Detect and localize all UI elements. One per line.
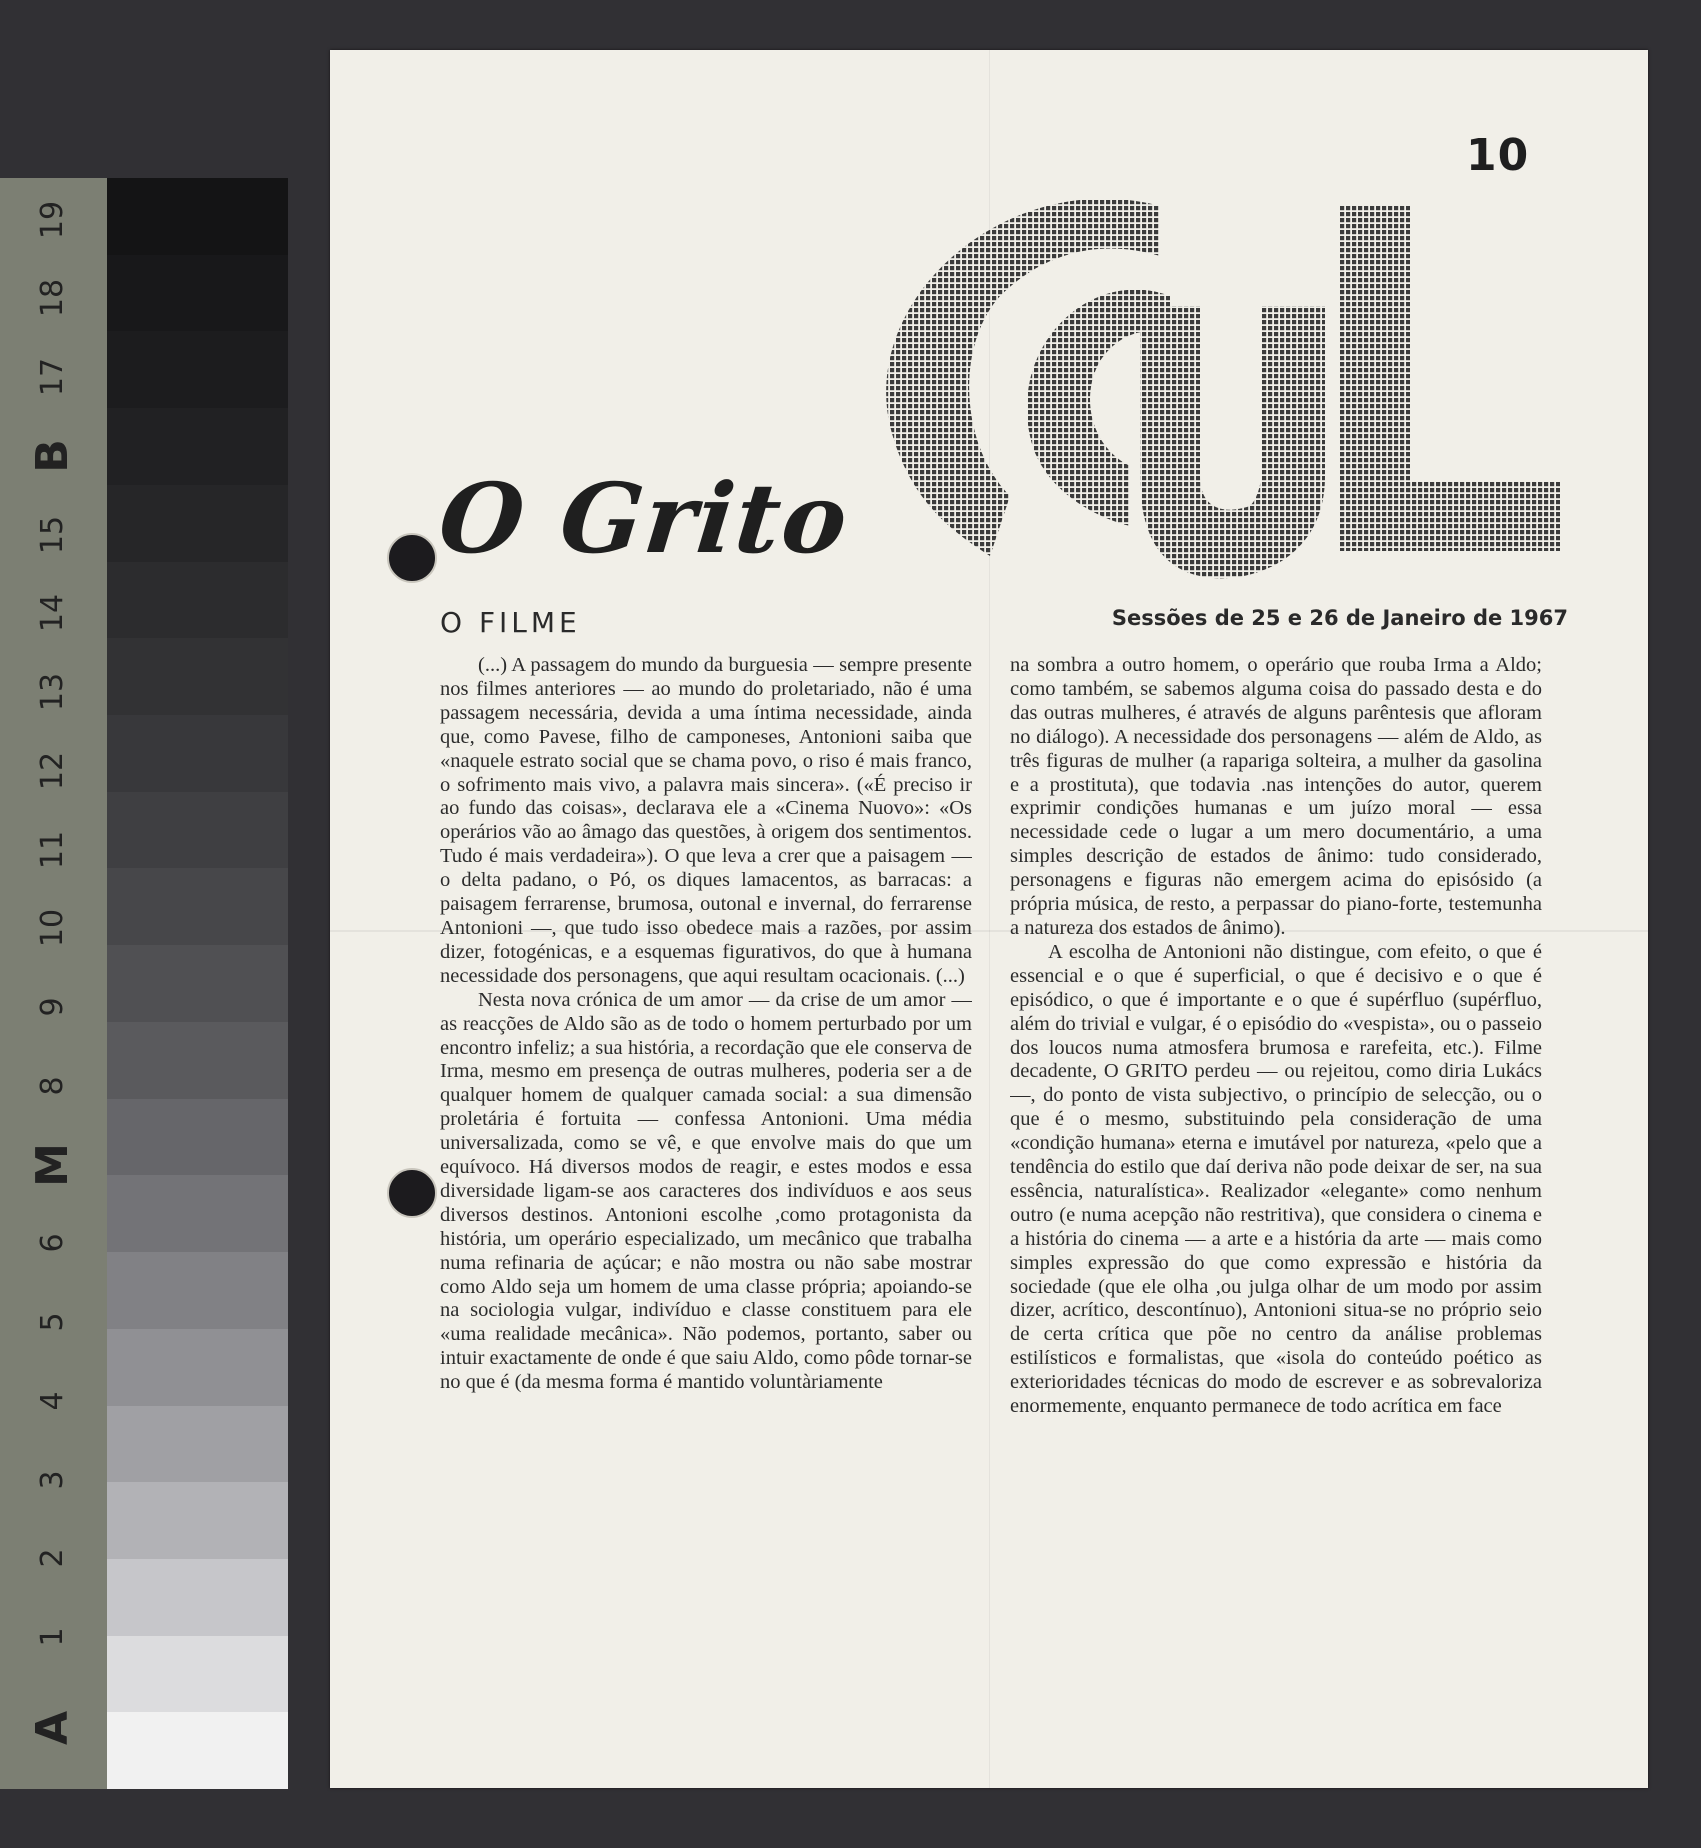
ruler-label: 4 (35, 1391, 70, 1411)
ruler-label: 10 (35, 908, 70, 948)
article-column-left (440, 654, 972, 1784)
film-title: O Grito (434, 462, 855, 575)
logo-text: CCUL (860, 146, 864, 147)
grayscale-patch (107, 1482, 288, 1559)
ruler-label: 13 (35, 672, 70, 712)
paragraph: A escolha de Antonioni não distingue, com efeito, o que é essencial e o que é superficial, o que é decisivo e o que é episódico, o que é importante e o que é supérfluo (supérfluo, além do trivial e vulgar, é o episódio do «vespista», ou o passeio dos loucos numa atmosfera brumosa e rarefeita, etc.). Filme decadente, O GRITO perdeu — ou rejeitou, como diria Lukács —, do ponto de vista subjectivo, o princípio de selecção, ou o que é o mesmo, substituindo pela consideração de uma «condição humana» eterna e imutável por natureza, «pelo que a tendência do estilo que daí deriva não pode deixar de ser, na sua essência, naturalística». Realizador «elegante» como nenhum outro (e numa acepção não restritiva), que considera o cinema e a história do cinema — a arte e a história da arte — mais como simples expressão do que como expressão e história da sociedade (que ele olha ,ou julga olhar de um modo por assim dizer, acrítico, descontínuo), Antonioni situa-se no próprio seio de certa crítica que põe no centro da análise problemas estilísticos e formalistas, que «isola do conteúdo poético as exterioridades técnicas do modo de escrever e as sobrevaloriza enormemente, enquanto permanece de todo acrítica em face (1010, 940, 1542, 1418)
ruler-label: 12 (35, 751, 70, 791)
ruler-label: 11 (35, 830, 70, 870)
grayscale-patch (107, 1099, 288, 1176)
grayscale-patch (107, 638, 288, 715)
grayscale-patch (107, 1252, 288, 1329)
ccul-logo (860, 146, 1580, 606)
ruler-label: 14 (35, 593, 70, 633)
grayscale-patch (107, 178, 288, 255)
ruler-label: 6 (35, 1233, 70, 1253)
ruler-label: 2 (35, 1548, 70, 1568)
grayscale-patch (107, 1712, 288, 1789)
ruler-label: M (27, 1143, 78, 1187)
ruler-label: B (27, 439, 78, 473)
article-column-right (1010, 654, 1542, 1784)
grayscale-patch (107, 331, 288, 408)
punch-hole (387, 533, 437, 583)
program-sheet (330, 50, 1648, 1788)
grayscale-patch (107, 485, 288, 562)
grayscale-patch (107, 255, 288, 332)
ruler-label: A (27, 1710, 78, 1746)
section-heading: O FILME (440, 606, 581, 639)
paragraph: Nesta nova crónica de um amor — da crise de um amor — as reacções de Aldo são as de todo o homem perturbado por um encontro infeliz; a sua história, a recordação que ele conserva de Irma, mesmo em presença de outras mulheres, poderia ser a de qualquer homem de qualquer camada social: a sua dimensão proletária é fortuita — confessa Antonioni. Uma média universalizada, como se vê, e que envolve mais do que um equívoco. Há diversos modos de reagir, e estes modos e essa diversidade ligam-se aos caracteres dos indivíduos e aos seus diversos destinos. Antonioni escolhe ,como protagonista da história, um operário especializado, um mecânico que trabalha numa refinaria de açúcar; e não mostra ou não sabe mostrar como Aldo seja um homem de uma classe própria; apoiando-se na sociologia vulgar, indivíduo e classe constituem para ele «uma realidade mecânica». Não podemos, portanto, saber ou intuir exactamente de onde é que saiu Aldo, como pôde tornar-se no que é (da mesma forma é mantido voluntàriamente (440, 988, 972, 1394)
ruler-label: 8 (35, 1076, 70, 1096)
ruler-label: 17 (35, 357, 70, 397)
grayscale-strip (107, 178, 288, 1789)
paragraph: (...) A passagem do mundo da burguesia — sempre presente nos filmes anteriores — ao mundo do proletariado, não é uma passagem necessária, devida a uma íntima necessidade, ainda que, como Pavese, filho de camponeses, Antonioni saiba que «naquele estrato social que se chama povo, o riso é mais franco, o sofrimento mais vivo, a palavra mais sincera». («É preciso ir ao fundo das coisas», declarava ele a «Cinema Nuovo»: «Os operários vão ao âmago das questões, à origem dos sentimentos. Tudo é mais verdadeira»). O que leva a crer que a paisagem — o delta padano, o Pó, os diques lamacentos, as barracas: a paisagem ferrarense, brumosa, outonal e invernal, do ferrarense Antonioni —, que tudo isso obedece mais a razões, por assim dizer, fotogénicas, e a esquemas figurativos, do que à humana necessidade dos personagens, que aqui resultam ocacionais. (...) (440, 654, 972, 987)
ruler-label: 18 (35, 278, 70, 318)
grayscale-patch (107, 1636, 288, 1713)
grayscale-patch (107, 1175, 288, 1252)
ruler-label: 19 (35, 200, 70, 240)
paragraph: na sombra a outro homem, o operário que rouba Irma a Aldo; como também, se sabemos alguma coisa do passado desta e do das outras mulheres, é através de alguns parêntesis que afloram no diálogo). A necessidade dos personagens — além de Aldo, as três figuras de mulher (a rapariga solteira, a mulher da gasolina e a prostituta), que todavia .nas intenções do autor, querem exprimir condições humanas e um juízo moral — essa necessidade cede o lugar a um mero documentário, a uma simples descrição de estados de ânimo: tudo considerado, personagens e figuras não emergem acima do episósido (a própria música, de resto, a perpassar do piano-forte, testemunha a natureza dos estados de ânimo). (1010, 654, 1542, 939)
calibration-ruler (0, 178, 107, 1789)
grayscale-patch (107, 562, 288, 639)
ruler-label: 1 (35, 1627, 70, 1647)
ruler-label: 9 (35, 997, 70, 1017)
grayscale-patch (107, 1559, 288, 1636)
grayscale-patch (107, 408, 288, 485)
session-dates: Sessões de 25 e 26 de Janeiro de 1967 (1111, 606, 1568, 630)
grayscale-patch (107, 1329, 288, 1406)
ruler-label: 3 (35, 1470, 70, 1490)
grayscale-patch (107, 868, 288, 945)
ruler-label: 15 (35, 515, 70, 555)
issue-number: 10 (1466, 130, 1530, 181)
grayscale-patch (107, 1022, 288, 1099)
grayscale-patch (107, 945, 288, 1022)
grayscale-patch (107, 1406, 288, 1483)
grayscale-patch (107, 715, 288, 792)
ruler-label: 5 (35, 1312, 70, 1332)
grayscale-patch (107, 792, 288, 869)
punch-hole (387, 1168, 437, 1218)
